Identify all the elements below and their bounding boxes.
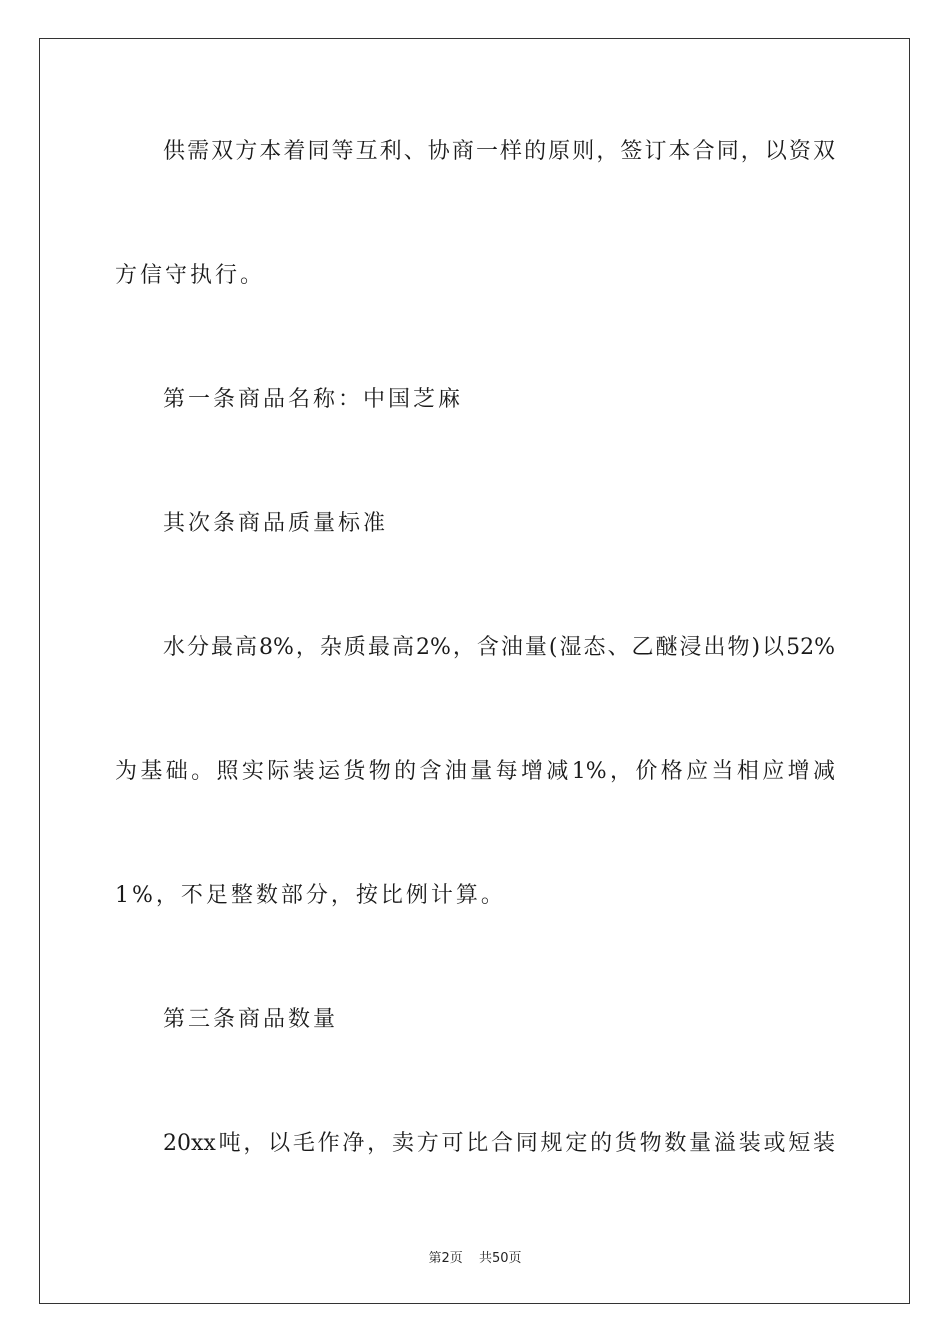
paragraph-line: 为基础。照实际装运货物的含油量每增减1%，价格应当相应增减: [115, 759, 835, 784]
paragraph-line: 水分最高8%，杂质最高2%，含油量(湿态、乙醚浸出物)以52%: [163, 635, 835, 660]
page-total: 共50页: [478, 1251, 522, 1266]
page-border: [39, 38, 910, 1304]
paragraph-line: 1%，不足整数部分，按比例计算。: [115, 883, 506, 908]
paragraph-line: 20xx吨，以毛作净，卖方可比合同规定的货物数量溢装或短装: [163, 1131, 835, 1156]
paragraph-line: 供需双方本着同等互利、协商一样的原则，签订本合同，以资双: [163, 139, 835, 164]
article-heading: 第一条商品名称：中国芝麻: [163, 387, 464, 412]
article-heading: 第三条商品数量: [163, 1007, 339, 1032]
page-number: 第2页: [428, 1251, 463, 1266]
paragraph-line: 方信守执行。: [115, 263, 266, 288]
page-footer: [0, 1247, 950, 1266]
article-heading: 其次条商品质量标准: [163, 511, 389, 536]
